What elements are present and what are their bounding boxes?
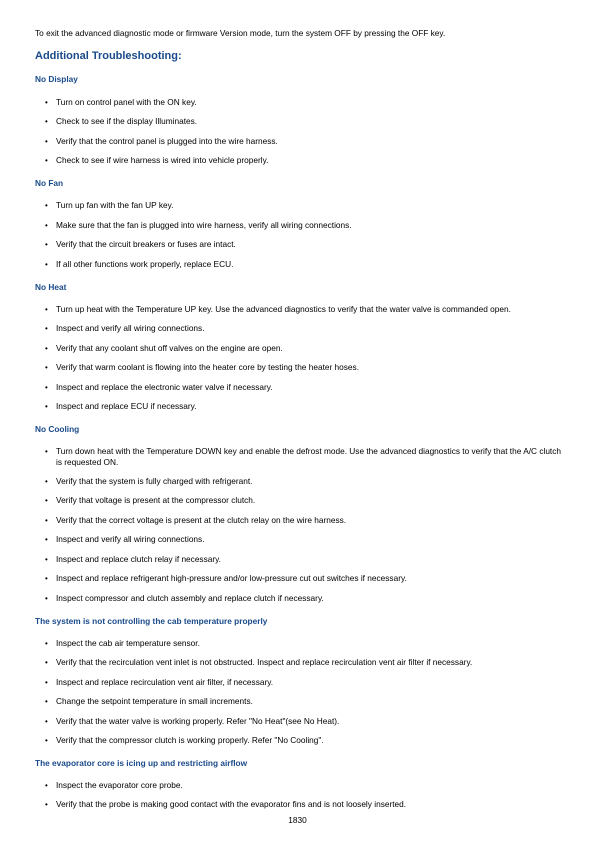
list-item (45, 200, 565, 211)
list-item-text: Make sure that the fan is plugged into wire harness, verify all wiring connections. (56, 220, 352, 230)
bullet-icon: • (45, 402, 48, 411)
list-item (45, 401, 565, 412)
section-heading-no-display: No Display (35, 74, 78, 84)
bullet-icon: • (45, 363, 48, 372)
bullet-icon: • (45, 305, 48, 314)
list-item (45, 259, 565, 270)
page-number: 1830 (288, 815, 307, 825)
list-item (45, 323, 565, 334)
bullet-icon: • (45, 221, 48, 230)
bullet-icon: • (45, 781, 48, 790)
bullet-icon: • (45, 697, 48, 706)
list-item-text: Verify that the control panel is plugged into the wire harness. (56, 136, 278, 146)
list-item-text: Verify that the compressor clutch is working properly. Refer "No Cooling". (56, 735, 324, 745)
main-heading: Additional Troubleshooting: (35, 50, 182, 62)
bullet-icon: • (45, 678, 48, 687)
list-item (45, 97, 565, 108)
bullet-icon: • (45, 736, 48, 745)
list-item (45, 716, 565, 727)
list-item (45, 136, 565, 147)
list-item-text: Turn up heat with the Temperature UP key. Use the advanced diagnostics to verify that the water valve is commanded open. (56, 304, 511, 314)
bullet-icon: • (45, 137, 48, 146)
list-item (45, 534, 565, 545)
bullet-icon: • (45, 800, 48, 809)
list-item (45, 799, 565, 810)
list-item-text: Inspect and replace clutch relay if necessary. (56, 554, 221, 564)
section-heading-cab-temperature: The system is not controlling the cab temperature properly (35, 616, 268, 626)
bullet-icon: • (45, 516, 48, 525)
list-item (45, 780, 565, 791)
list-item-text: Inspect and replace the electronic water valve if necessary. (56, 382, 273, 392)
section-heading-no-cooling: No Cooling (35, 424, 80, 434)
list-item-text: Verify that warm coolant is flowing into the heater core by testing the heater hoses. (56, 362, 360, 372)
list-item-text: Verify that the water valve is working properly. Refer "No Heat"(see No Heat). (56, 716, 340, 726)
section-heading-no-heat: No Heat (35, 282, 67, 292)
list-item (45, 554, 565, 565)
list-item-text: Inspect and replace ECU if necessary. (56, 401, 197, 411)
list-item-text: Check to see if the display Illuminates. (56, 116, 198, 126)
bullet-icon: • (45, 496, 48, 505)
list-item-text: Inspect the evaporator core probe. (56, 780, 183, 790)
intro-paragraph: To exit the advanced diagnostic mode or firmware Version mode, turn the system OFF by pressing the OFF key. (35, 28, 446, 38)
list-item (45, 735, 565, 746)
list-item (45, 220, 565, 231)
bullet-icon: • (45, 98, 48, 107)
list-item-text: Verify that the probe is making good contact with the evaporator fins and is not loosely inserted. (56, 799, 407, 809)
bullet-icon: • (45, 117, 48, 126)
list-item-text: Check to see if wire harness is wired into vehicle properly. (56, 155, 269, 165)
list-item-text: Turn up fan with the fan UP key. (56, 200, 174, 210)
list-item (45, 495, 565, 506)
section-heading-no-fan: No Fan (35, 178, 64, 188)
list-item (45, 362, 565, 373)
list-item-text: Inspect compressor and clutch assembly and replace clutch if necessary. (56, 593, 324, 603)
bullet-icon: • (45, 717, 48, 726)
list-item-text: Verify that any coolant shut off valves on the engine are open. (56, 343, 283, 353)
list-item-text: Verify that the correct voltage is present at the clutch relay on the wire harness. (56, 515, 347, 525)
list-item (45, 677, 565, 688)
list-item-text: Inspect and verify all wiring connections. (56, 323, 205, 333)
bullet-icon: • (45, 447, 48, 456)
list-item-text: If all other functions work properly, replace ECU. (56, 259, 234, 269)
list-item (45, 638, 565, 649)
list-item (45, 593, 565, 604)
list-item (45, 696, 565, 707)
list-item-text: Turn down heat with the Temperature DOWN key and enable the defrost mode. Use the advanced diagnostics to verify that the A/C clutch is requested ON. (56, 446, 561, 467)
bullet-icon: • (45, 639, 48, 648)
list-item-text: Inspect the cab air temperature sensor. (56, 638, 200, 648)
bullet-icon: • (45, 324, 48, 333)
list-item (45, 239, 565, 250)
bullet-icon: • (45, 344, 48, 353)
list-item (45, 155, 565, 166)
bullet-icon: • (45, 535, 48, 544)
list-item-text: Verify that the circuit breakers or fuses are intact. (56, 239, 236, 249)
list-item (45, 304, 565, 315)
bullet-icon: • (45, 260, 48, 269)
list-item (45, 657, 565, 668)
list-item-text: Inspect and verify all wiring connections. (56, 534, 205, 544)
bullet-icon: • (45, 201, 48, 210)
list-item (45, 476, 565, 487)
list-item-text: Verify that voltage is present at the compressor clutch. (56, 495, 256, 505)
bullet-icon: • (45, 574, 48, 583)
list-item-text: Inspect and replace recirculation vent air filter, if necessary. (56, 677, 274, 687)
bullet-icon: • (45, 240, 48, 249)
list-item-text: Change the setpoint temperature in small increments. (56, 696, 253, 706)
bullet-icon: • (45, 555, 48, 564)
list-item (45, 116, 565, 127)
list-item (45, 446, 565, 468)
list-item-text: Turn on control panel with the ON key. (56, 97, 197, 107)
list-item (45, 573, 565, 584)
bullet-icon: • (45, 594, 48, 603)
list-item-text: Verify that the recirculation vent inlet is not obstructed. Inspect and replace recirculation vent air filter if necessary. (56, 657, 473, 667)
section-heading-evaporator-icing: The evaporator core is icing up and restricting airflow (35, 758, 248, 768)
bullet-icon: • (45, 156, 48, 165)
bullet-icon: • (45, 477, 48, 486)
list-item-text: Inspect and replace refrigerant high-pressure and/or low-pressure cut out switches if necessary. (56, 573, 407, 583)
list-item (45, 515, 565, 526)
list-item-text: Verify that the system is fully charged with refrigerant. (56, 476, 253, 486)
list-item (45, 382, 565, 393)
bullet-icon: • (45, 383, 48, 392)
list-item (45, 343, 565, 354)
bullet-icon: • (45, 658, 48, 667)
